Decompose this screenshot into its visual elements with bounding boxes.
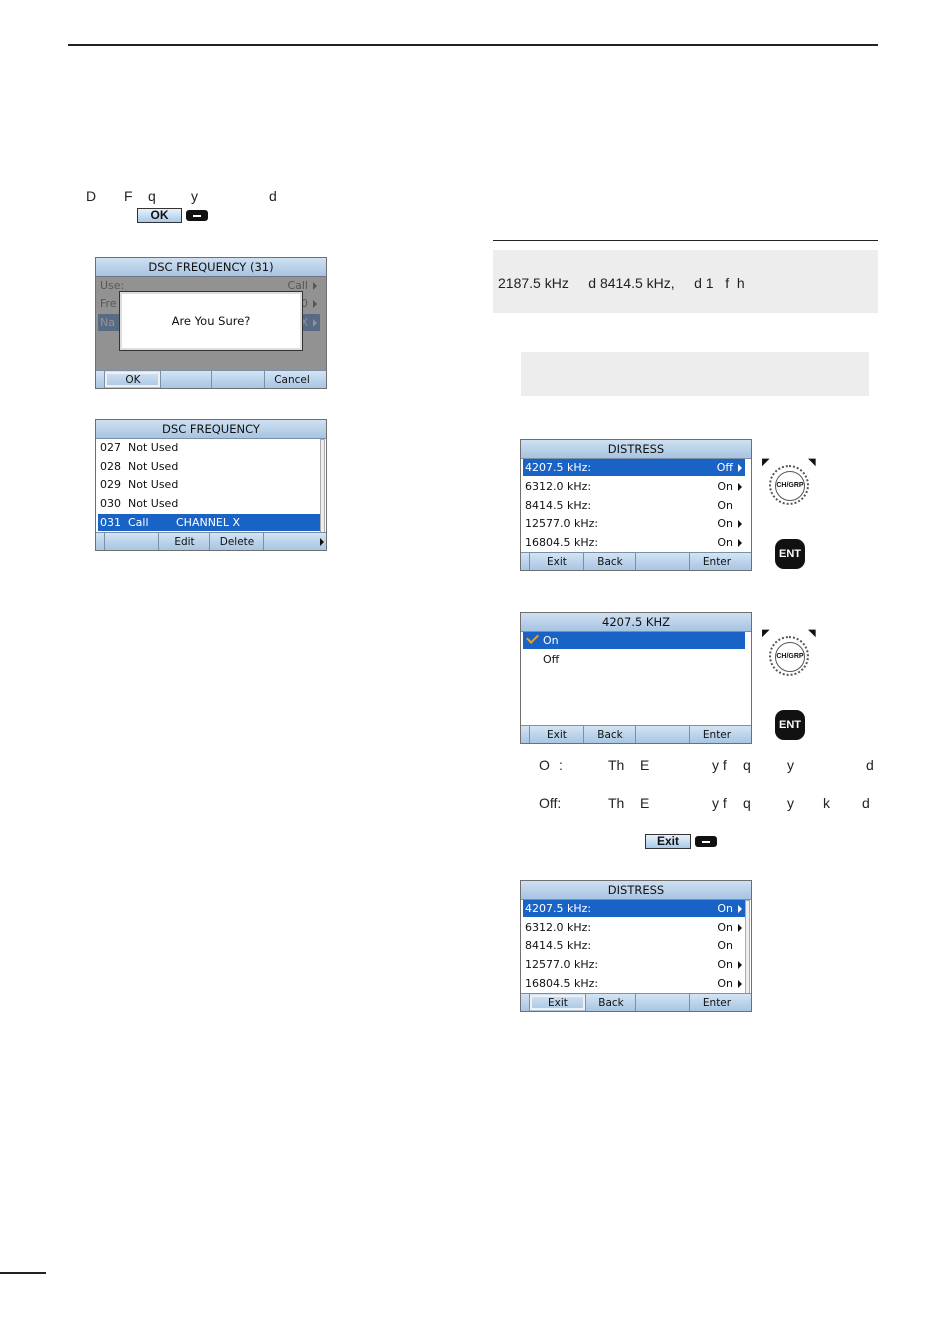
row-value: On xyxy=(717,958,733,971)
softkey-enter[interactable]: Enter xyxy=(689,726,744,743)
row-value: On xyxy=(717,517,733,530)
item-number: 029 xyxy=(100,478,121,491)
info-box xyxy=(493,250,878,313)
ent-key-icon: ENT xyxy=(775,710,805,740)
step-text-fragment: q xyxy=(148,188,156,204)
desc-fragment: E xyxy=(640,795,650,811)
menu-row[interactable] xyxy=(523,937,745,954)
option-row[interactable] xyxy=(523,651,745,668)
rotate-right-arrow-icon: ◥ xyxy=(808,457,816,468)
screen-title: DSC FREQUENCY (31) xyxy=(96,258,326,277)
knob-label: CH/GRP xyxy=(775,471,805,501)
rotate-left-arrow-icon: ◤ xyxy=(762,457,770,468)
arrow-right-icon xyxy=(738,464,742,472)
rotate-right-arrow-icon: ◥ xyxy=(808,628,816,639)
desc-fragment: Th xyxy=(608,757,625,773)
menu-row[interactable] xyxy=(523,534,745,551)
row-value: On xyxy=(717,939,733,952)
menu-row[interactable] xyxy=(523,919,745,936)
ent-key-icon: ENT xyxy=(775,539,805,569)
softkey-exit[interactable]: Exit xyxy=(529,726,584,743)
desc-fragment: k xyxy=(823,795,830,811)
row-value: On xyxy=(717,921,733,934)
screen-title: DSC FREQUENCY xyxy=(96,420,326,439)
step-text-fragment: y xyxy=(191,188,198,204)
option-row-selected[interactable] xyxy=(523,632,745,649)
knob-label: CH/GRP xyxy=(775,642,805,672)
arrow-right-icon xyxy=(738,483,742,491)
row-label: 8414.5 kHz: xyxy=(525,499,592,512)
step-text-fragment: d xyxy=(269,188,277,204)
item-use: Not Used xyxy=(128,460,179,473)
confirm-dialog xyxy=(119,291,303,351)
menu-row-selected[interactable] xyxy=(523,900,745,917)
row-value: On xyxy=(717,499,733,512)
softkey-cancel[interactable]: Cancel xyxy=(264,371,319,388)
softkey-delete[interactable]: Delete xyxy=(209,533,264,550)
softkey-bar xyxy=(521,725,751,743)
dialog-text: Are You Sure? xyxy=(171,314,251,328)
desc-fragment: O xyxy=(539,757,550,773)
softkey-bar xyxy=(96,370,326,388)
softkey-ok[interactable]: OK xyxy=(104,371,161,388)
row-value: Off xyxy=(716,461,733,474)
desc-fragment: : xyxy=(559,757,563,773)
rotate-left-arrow-icon: ◤ xyxy=(762,628,770,639)
menu-row[interactable] xyxy=(523,515,745,532)
row-value: On xyxy=(717,536,733,549)
item-number: 028 xyxy=(100,460,121,473)
row-value: On xyxy=(717,480,733,493)
softkey-edit[interactable]: Edit xyxy=(158,533,210,550)
option-label: On xyxy=(543,634,559,647)
arrow-right-icon xyxy=(738,539,742,547)
row-value: On xyxy=(717,902,733,915)
softkey-blank[interactable] xyxy=(104,533,159,550)
arrow-right-icon xyxy=(738,905,742,913)
item-name: CHANNEL X xyxy=(176,516,241,529)
list-item[interactable] xyxy=(98,439,320,456)
lcd-screen-option xyxy=(520,612,752,744)
softkey-blank[interactable] xyxy=(160,371,212,388)
exit-key-graphic: Exit xyxy=(645,834,691,849)
step-text-fragment: D xyxy=(86,188,97,204)
lcd-screen-frequency-list xyxy=(95,419,327,551)
lcd-screen-confirm xyxy=(95,257,327,389)
screen-title: DISTRESS xyxy=(521,440,751,459)
footer-rule xyxy=(0,1272,46,1274)
screen-title: 4207.5 KHZ xyxy=(521,613,751,632)
softkey-back[interactable]: Back xyxy=(585,994,636,1011)
menu-row[interactable] xyxy=(523,975,745,992)
item-use: Call xyxy=(128,516,149,529)
minus-key-icon xyxy=(186,210,208,221)
item-use: Not Used xyxy=(128,478,179,491)
row-label: 16804.5 kHz: xyxy=(525,977,599,990)
desc-fragment: Th xyxy=(608,795,625,811)
row-label: 4207.5 kHz: xyxy=(525,461,592,474)
scrollbar[interactable] xyxy=(745,900,750,994)
ok-key-graphic: OK xyxy=(137,208,182,223)
row-label: 8414.5 kHz: xyxy=(525,939,592,952)
softkey-exit[interactable]: Exit xyxy=(529,994,586,1011)
list-item[interactable] xyxy=(98,476,320,493)
softkey-bar xyxy=(521,993,751,1011)
item-use: Not Used xyxy=(128,441,179,454)
header-rule xyxy=(68,44,878,46)
softkey-blank[interactable] xyxy=(635,553,690,570)
arrow-right-icon xyxy=(738,980,742,988)
lcd-screen-distress xyxy=(520,439,752,571)
desc-fragment: d xyxy=(862,795,870,811)
softkey-enter[interactable]: Enter xyxy=(689,994,744,1011)
info-text: 2187.5 kHz d 8414.5 kHz, d 1 f h xyxy=(498,275,745,291)
desc-fragment: q xyxy=(743,757,751,773)
softkey-bar xyxy=(521,552,751,570)
item-number: 030 xyxy=(100,497,121,510)
desc-fragment: y f xyxy=(712,757,727,773)
option-label: Off xyxy=(543,653,560,666)
arrow-right-icon xyxy=(738,961,742,969)
ch-grp-knob-icon xyxy=(769,636,809,676)
section-rule xyxy=(493,240,878,241)
row-label: 12577.0 kHz: xyxy=(525,958,599,971)
softkey-blank[interactable] xyxy=(211,371,265,388)
list-item[interactable] xyxy=(98,495,320,512)
desc-fragment: y f xyxy=(712,795,727,811)
ch-grp-knob-icon xyxy=(769,465,809,505)
desc-fragment: q xyxy=(743,795,751,811)
row-label: 4207.5 kHz: xyxy=(525,902,592,915)
desc-fragment: y xyxy=(787,795,794,811)
arrow-right-icon xyxy=(738,924,742,932)
softkey-enter[interactable]: Enter xyxy=(689,553,744,570)
list-item[interactable] xyxy=(98,458,320,475)
desc-fragment: Off: xyxy=(539,795,562,811)
softkey-bar xyxy=(96,532,326,550)
row-value: On xyxy=(717,977,733,990)
desc-fragment: E xyxy=(640,757,650,773)
softkey-back[interactable]: Back xyxy=(583,726,636,743)
screen-title: DISTRESS xyxy=(521,881,751,900)
desc-fragment: d xyxy=(866,757,874,773)
note-box xyxy=(521,352,869,396)
item-number: 031 xyxy=(100,516,121,529)
row-label: 6312.0 kHz: xyxy=(525,921,592,934)
softkey-back[interactable]: Back xyxy=(583,553,636,570)
menu-row[interactable] xyxy=(523,478,745,495)
item-use: Not Used xyxy=(128,497,179,510)
row-label: 12577.0 kHz: xyxy=(525,517,599,530)
minus-key-icon xyxy=(695,836,717,847)
menu-row-selected[interactable] xyxy=(523,459,745,476)
item-number: 027 xyxy=(100,441,121,454)
row-label: 6312.0 kHz: xyxy=(525,480,592,493)
scrollbar[interactable] xyxy=(320,439,325,533)
desc-fragment: y xyxy=(787,757,794,773)
menu-row[interactable] xyxy=(523,497,745,514)
arrow-right-icon xyxy=(738,520,742,528)
menu-row[interactable] xyxy=(523,956,745,973)
softkey-exit[interactable]: Exit xyxy=(529,553,584,570)
softkey-blank[interactable] xyxy=(635,726,690,743)
step-text-fragment: F xyxy=(124,188,133,204)
checkmark-icon xyxy=(526,631,539,644)
softkey-blank[interactable] xyxy=(263,533,318,550)
list-item-selected[interactable] xyxy=(98,514,320,531)
arrow-right-icon xyxy=(320,538,324,546)
row-label: 16804.5 kHz: xyxy=(525,536,599,549)
lcd-screen-distress-result xyxy=(520,880,752,1012)
softkey-blank[interactable] xyxy=(635,994,690,1011)
